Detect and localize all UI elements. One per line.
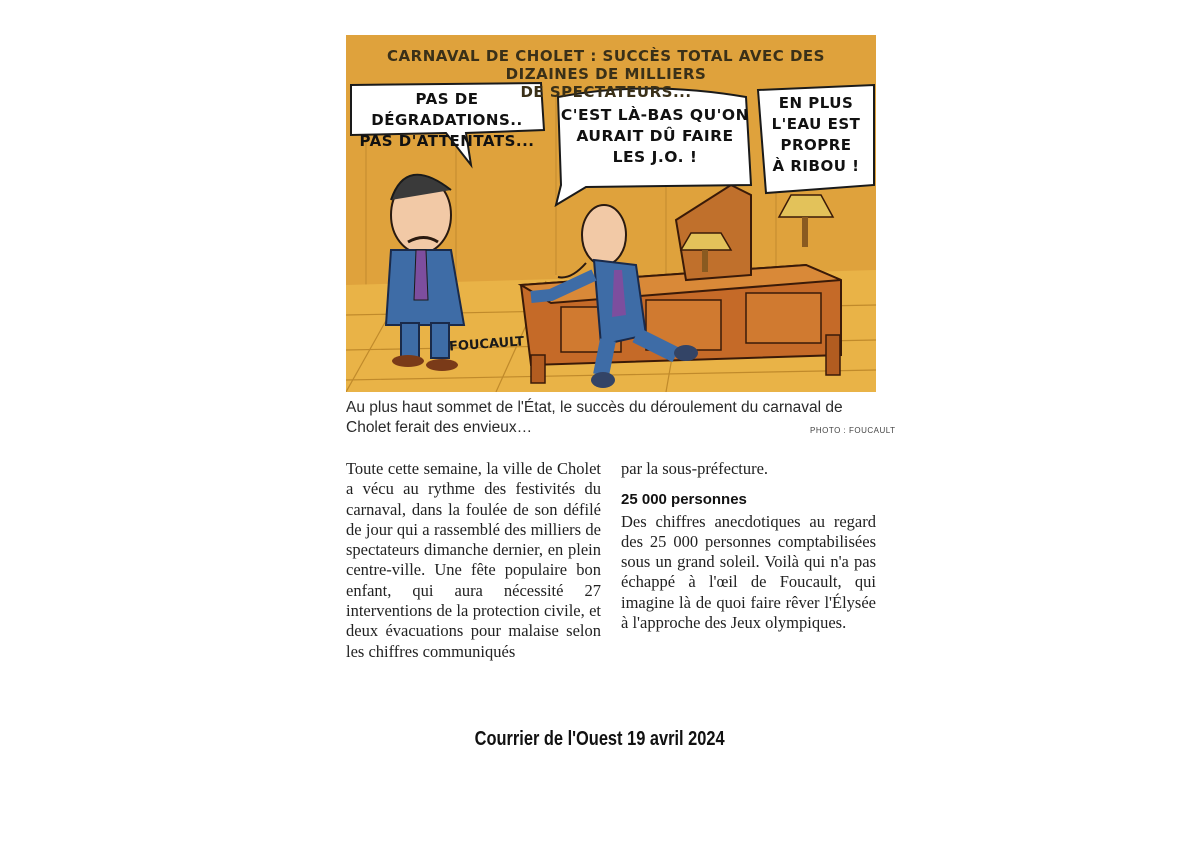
caption-text: Au plus haut sommet de l'État, le succès du déroulement du carnaval de Cholet ferait des envieux… bbox=[346, 399, 843, 436]
photo-caption bbox=[346, 398, 876, 438]
bubble-right-line2: L'EAU EST bbox=[771, 115, 861, 133]
article-paragraph-1: Toute cette semaine, la ville de Cholet a vécu au rythme des festivités du carnaval, dans la foulée de son défilé de jour qui a rassemblé des milliers de spectateurs dimanche dernier, en plein centre-ville. Une fête populaire bon enfant, qui aura nécessité 27 interventions de la protection civile, et deux évacuations pour malaise selon les chiffres communiqués bbox=[346, 459, 601, 661]
bubble-left-line1: PAS DE DÉGRADATIONS.. bbox=[371, 90, 523, 129]
source-line: Courrier de l'Ouest 19 avril 2024 bbox=[474, 728, 725, 750]
article-column-2 bbox=[621, 459, 876, 633]
article-paragraph-1-end: par la sous-préfecture. bbox=[621, 459, 769, 478]
article-paragraph-2: Des chiffres anecdotiques au regard des 25 000 personnes comptabilisées sous un grand soleil. Voilà qui n'a pas échappé à l'œil de Foucault, qui imagine là de quoi faire rêver l'Élysée à l'approche des Jeux olympiques. bbox=[621, 511, 876, 633]
bubble-left bbox=[352, 89, 542, 152]
bubble-right-line4: À RIBOU ! bbox=[772, 157, 860, 175]
article-column-1 bbox=[346, 459, 601, 662]
bubble-right-line3: PROPRE bbox=[780, 136, 852, 154]
cartoon-headline-line2: DE SPECTATEURS... bbox=[520, 83, 692, 101]
bubble-middle-line3: LES J.O. ! bbox=[612, 148, 698, 166]
bubble-right bbox=[760, 93, 872, 177]
cartoon-headline-line1: CARNAVAL DE CHOLET : SUCCÈS TOTAL AVEC DES DIZAINES DE MILLIERS bbox=[387, 47, 825, 83]
bubble-middle-line1: C'EST LÀ-BAS QU'ON bbox=[560, 106, 750, 124]
bubble-left-line2: PAS D'ATTENTATS... bbox=[359, 132, 535, 150]
photo-credit: PHOTO : FOUCAULT bbox=[810, 426, 896, 435]
cartoon-signature: FOUCAULT bbox=[448, 334, 525, 355]
article-subheading: 25 000 personnes bbox=[621, 491, 747, 509]
bubble-middle bbox=[560, 105, 750, 168]
bubble-right-line1: EN PLUS bbox=[778, 94, 854, 112]
bubble-middle-line2: AURAIT DÛ FAIRE bbox=[576, 127, 734, 145]
cartoon-illustration bbox=[346, 35, 876, 392]
